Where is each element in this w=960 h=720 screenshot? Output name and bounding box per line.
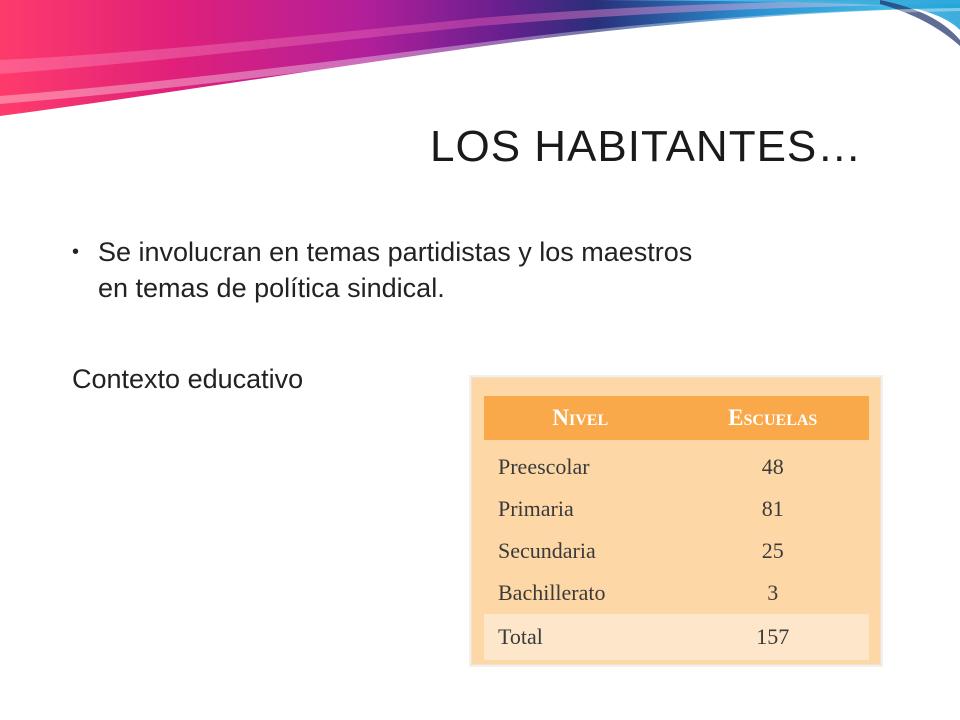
cell-nivel: Bachillerato [498,580,606,605]
cell-nivel: Primaria [498,496,574,521]
table-header-row [484,396,869,440]
table-row [484,488,869,530]
table-total-row [484,614,869,660]
bullet-item [72,234,862,306]
table-row [484,572,869,614]
cell-escuelas: 25 [761,538,784,563]
table-row [484,440,869,488]
cell-nivel: Preescolar [498,454,590,479]
bullet-list [72,234,862,306]
schools-table [484,396,869,660]
cell-total-label: Total [484,614,677,660]
cell-escuelas: 48 [761,454,784,479]
cell-escuelas: 3 [767,580,779,605]
cell-escuelas: 81 [761,496,784,521]
cell-nivel: Secundaria [498,538,596,563]
bullet-marker: • [72,241,80,263]
bullet-line-2: en temas de política sindical. [98,273,445,303]
header-escuelas: Escuelas [677,396,870,440]
schools-table-panel [471,377,881,665]
table-row [484,530,869,572]
decorative-banner [0,0,960,140]
slide-title: LOS HABITANTES… [430,122,863,171]
bullet-line-1: Se involucran en temas partidistas y los maestros [98,237,693,267]
context-label: Contexto educativo [72,364,304,394]
cell-total-value: 157 [677,614,870,660]
header-nivel: Nivel [484,396,677,440]
